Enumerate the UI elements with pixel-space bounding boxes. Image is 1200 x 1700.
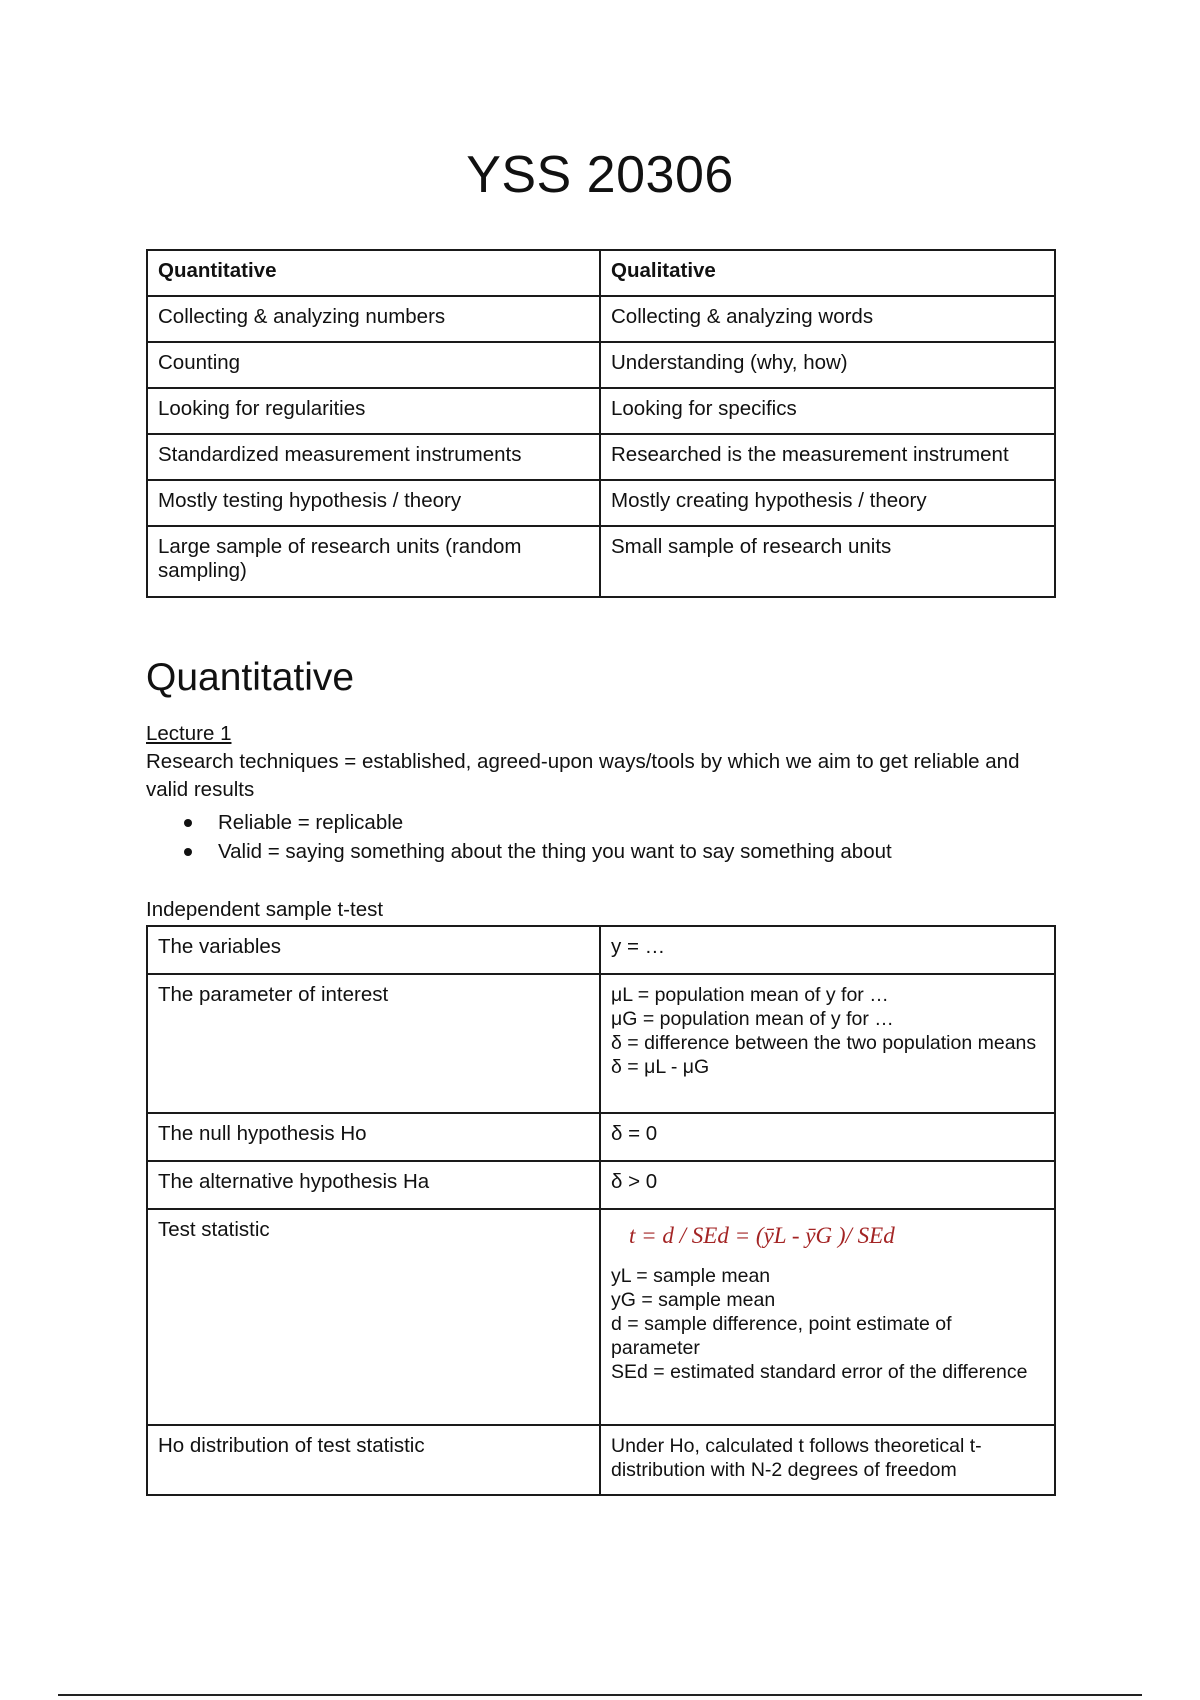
lecture-label: Lecture 1	[146, 722, 232, 745]
table-header-row	[147, 250, 1055, 296]
table-row	[147, 974, 1055, 1113]
row-value: y = …	[600, 926, 1055, 974]
bullet-text: Reliable = replicable	[218, 811, 404, 834]
table-cell: Researched is the measurement instrument	[600, 434, 1055, 480]
table-row	[147, 296, 1055, 342]
header-qualitative: Qualitative	[600, 250, 1055, 296]
definition-text: Research techniques = established, agreed-upon ways/tools by which we aim to get reliable and valid results	[146, 750, 1020, 801]
value-line: μL = population mean of y for …	[611, 984, 889, 1006]
list-item	[218, 808, 1066, 837]
table-cell: Collecting & analyzing words	[600, 296, 1055, 342]
table-row	[147, 1209, 1055, 1425]
row-label: The parameter of interest	[147, 974, 600, 1113]
table-row	[147, 480, 1055, 526]
table-cell: Standardized measurement instruments	[147, 434, 600, 480]
value-line: μG = population mean of y for …	[611, 1008, 894, 1030]
bullet-icon	[184, 819, 192, 827]
bullet-list	[146, 808, 1066, 866]
row-label: The null hypothesis Ho	[147, 1113, 600, 1161]
value-line: yG = sample mean	[611, 1289, 776, 1311]
row-value	[600, 974, 1055, 1113]
table-cell: Mostly testing hypothesis / theory	[147, 480, 600, 526]
table-cell: Understanding (why, how)	[600, 342, 1055, 388]
value-line: δ = μL - μG	[611, 1056, 710, 1078]
row-value: δ = 0	[600, 1113, 1055, 1161]
table-cell: Large sample of research units (random sampling)	[147, 526, 600, 597]
ttest-caption: Independent sample t-test	[146, 898, 384, 921]
ttest-table	[146, 925, 1056, 1496]
table-cell: Mostly creating hypothesis / theory	[600, 480, 1055, 526]
row-label: Test statistic	[147, 1209, 600, 1425]
table-row	[147, 1161, 1055, 1209]
row-value: δ > 0	[600, 1161, 1055, 1209]
row-value: Under Ho, calculated t follows theoretical t-distribution with N-2 degrees of freedom	[600, 1425, 1055, 1495]
lecture-notes	[146, 720, 1066, 866]
table-row	[147, 434, 1055, 480]
row-label: Ho distribution of test statistic	[147, 1425, 600, 1495]
table-row	[147, 526, 1055, 597]
table-cell: Looking for specifics	[600, 388, 1055, 434]
comparison-table	[146, 249, 1056, 598]
table-cell: Counting	[147, 342, 600, 388]
list-item	[218, 837, 1066, 866]
footer-divider	[58, 1694, 1142, 1696]
value-line: δ = difference between the two population means	[611, 1032, 1037, 1054]
table-cell: Collecting & analyzing numbers	[147, 296, 600, 342]
table-cell: Looking for regularities	[147, 388, 600, 434]
table-row	[147, 1425, 1055, 1495]
table-cell: Small sample of research units	[600, 526, 1055, 597]
header-quantitative: Quantitative	[147, 250, 600, 296]
value-line: d = sample difference, point estimate of parameter	[611, 1313, 952, 1359]
row-label: The variables	[147, 926, 600, 974]
test-statistic-formula: t = d / SEd = (ȳL - ȳG )/ SEd	[629, 1223, 895, 1248]
page-title: YSS 20306	[466, 146, 734, 204]
table-row	[147, 926, 1055, 974]
table-row	[147, 1113, 1055, 1161]
section-heading: Quantitative	[146, 656, 355, 699]
value-line: SEd = estimated standard error of the difference	[611, 1361, 1028, 1383]
table-row	[147, 342, 1055, 388]
value-line: yL = sample mean	[611, 1265, 771, 1287]
row-value	[600, 1209, 1055, 1425]
bullet-icon	[184, 848, 192, 856]
table-row	[147, 388, 1055, 434]
row-label: The alternative hypothesis Ha	[147, 1161, 600, 1209]
bullet-text: Valid = saying something about the thing you want to say something about	[218, 840, 892, 863]
